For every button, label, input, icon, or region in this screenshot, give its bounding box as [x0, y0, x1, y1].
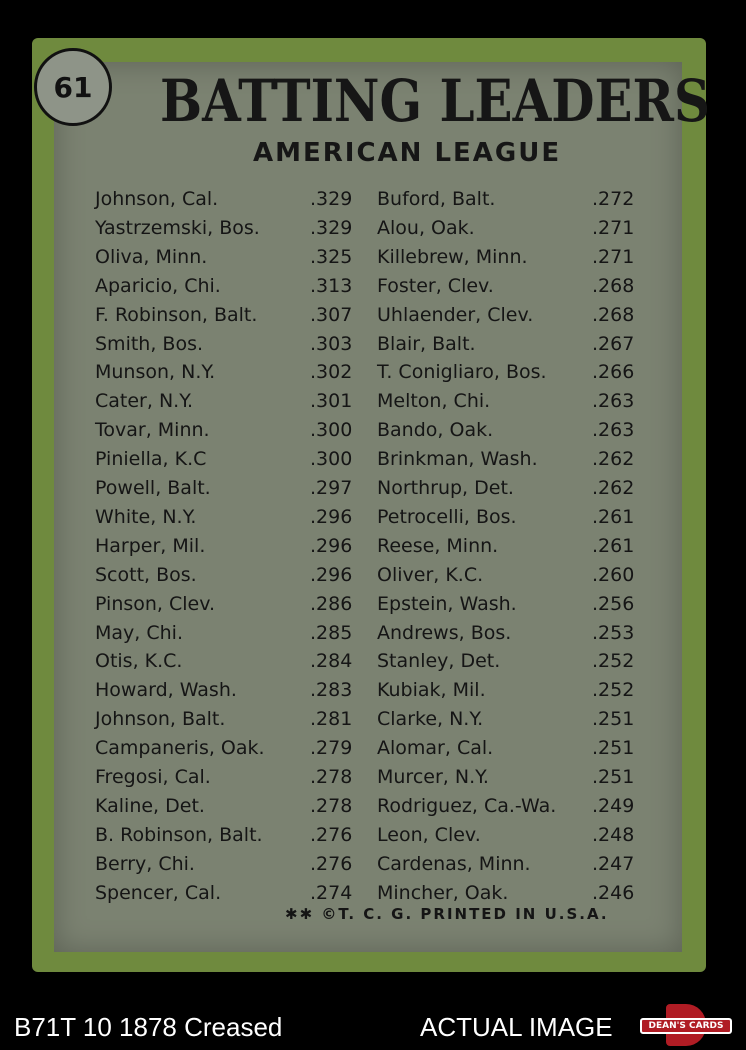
leader-row: [0, 217, 746, 245]
leader-row: [0, 853, 746, 881]
leader-average: .296: [310, 563, 353, 586]
leader-name: Murcer, N.Y.: [377, 766, 489, 788]
leader-name: Johnson, Cal.: [95, 188, 219, 210]
copyright-line: ✱✱ ©T. C. G. PRINTED IN U.S.A.: [285, 905, 609, 923]
leader-row: [0, 390, 746, 418]
leader-average: .307: [310, 303, 353, 326]
leader-name: Howard, Wash.: [95, 679, 237, 702]
leader-row: [0, 448, 746, 476]
leader-name: T. Conigliaro, Bos.: [377, 361, 547, 384]
leader-name: Fregosi, Cal.: [95, 766, 211, 788]
leader-row: [0, 824, 746, 852]
leader-average: .329: [310, 216, 353, 239]
leader-name: Cardenas, Minn.: [377, 852, 531, 875]
leader-average: .297: [310, 477, 353, 499]
leader-average: .302: [310, 361, 353, 384]
leader-row: [0, 304, 746, 332]
leader-name: Uhlaender, Clev.: [377, 303, 534, 326]
leader-average: .247: [592, 852, 635, 875]
leader-average: .253: [592, 621, 635, 644]
leader-name: Killebrew, Minn.: [377, 245, 528, 268]
leader-name: Leon, Clev.: [377, 823, 481, 846]
leader-row: [0, 535, 746, 563]
leader-average: .303: [310, 332, 353, 355]
leader-name: Kubiak, Mil.: [377, 679, 486, 702]
leader-average: .276: [310, 823, 353, 846]
leader-average: .251: [592, 708, 635, 731]
leader-name: Blair, Balt.: [377, 332, 476, 355]
leader-name: Otis, K.C.: [95, 650, 183, 673]
leader-name: Bando, Oak.: [377, 419, 494, 442]
leader-name: F. Robinson, Balt.: [95, 303, 258, 326]
leader-name: Reese, Minn.: [377, 534, 499, 557]
leader-average: .267: [592, 332, 635, 355]
leader-average: .296: [310, 505, 353, 528]
leader-row: [0, 708, 746, 736]
leader-row: [0, 737, 746, 765]
leader-average: .268: [592, 303, 635, 326]
leader-average: .252: [592, 650, 635, 673]
leader-average: .300: [310, 448, 353, 471]
leader-row: [0, 593, 746, 621]
leader-average: .261: [592, 505, 635, 528]
leader-average: .313: [310, 274, 353, 297]
leader-average: .263: [592, 419, 635, 442]
leader-average: .281: [310, 708, 353, 731]
leader-name: Northrup, Det.: [377, 477, 514, 499]
leader-average: .271: [592, 216, 635, 239]
leader-name: Epstein, Wash.: [377, 592, 517, 615]
leader-row: [0, 506, 746, 534]
leader-average: .278: [310, 766, 353, 788]
leader-name: Campaneris, Oak.: [95, 737, 265, 760]
leader-name: White, N.Y.: [95, 505, 197, 528]
leader-name: Brinkman, Wash.: [377, 448, 538, 471]
card-subtitle: AMERICAN LEAGUE: [253, 138, 562, 168]
leader-row: [0, 188, 746, 216]
leader-average: .276: [310, 852, 353, 875]
leader-name: Foster, Clev.: [377, 274, 494, 297]
leader-average: .268: [592, 274, 635, 297]
logo-text: DEAN'S CARDS: [640, 1018, 732, 1034]
leader-average: .246: [592, 881, 635, 904]
leader-average: .272: [592, 188, 635, 210]
leader-name: Pinson, Clev.: [95, 592, 216, 615]
leader-average: .283: [310, 679, 353, 702]
leader-name: Melton, Chi.: [377, 390, 491, 413]
leader-name: Cater, N.Y.: [95, 390, 193, 413]
leader-row: [0, 766, 746, 794]
leader-average: .279: [310, 737, 353, 760]
leader-name: Oliva, Minn.: [95, 245, 208, 268]
leader-average: .274: [310, 881, 353, 904]
leader-name: Stanley, Det.: [377, 650, 501, 673]
leader-name: Rodriguez, Ca.-Wa.: [377, 794, 557, 817]
leader-average: .285: [310, 621, 353, 644]
leader-name: Scott, Bos.: [95, 563, 197, 586]
card-title: BATTING LEADERS: [160, 67, 711, 135]
leader-row: [0, 333, 746, 361]
leader-average: .248: [592, 823, 635, 846]
leader-row: [0, 564, 746, 592]
actual-image-label: ACTUAL IMAGE: [420, 1012, 613, 1042]
leader-name: Aparicio, Chi.: [95, 274, 221, 297]
leader-average: .256: [592, 592, 635, 615]
leader-name: Harper, Mil.: [95, 534, 206, 557]
leader-row: [0, 622, 746, 650]
leader-name: Mincher, Oak.: [377, 881, 509, 904]
leader-name: Andrews, Bos.: [377, 621, 512, 644]
leader-name: Piniella, K.C: [95, 448, 207, 471]
deans-cards-logo: [640, 1004, 732, 1046]
leader-average: .251: [592, 737, 635, 760]
leader-average: .249: [592, 794, 635, 817]
listing-caption: B71T 10 1878 Creased: [14, 1012, 283, 1042]
leader-name: Tovar, Minn.: [95, 419, 210, 442]
leader-average: .266: [592, 361, 635, 384]
leader-name: B. Robinson, Balt.: [95, 823, 263, 846]
leader-row: [0, 795, 746, 823]
leader-average: .262: [592, 448, 635, 471]
leader-average: .286: [310, 592, 353, 615]
card-number-badge: 61: [34, 48, 112, 126]
leader-name: Buford, Balt.: [377, 188, 496, 210]
leader-row: [0, 275, 746, 303]
leader-name: Alou, Oak.: [377, 216, 475, 239]
leader-row: [0, 246, 746, 274]
leader-name: Clarke, N.Y.: [377, 708, 484, 731]
leader-name: Oliver, K.C.: [377, 563, 484, 586]
leader-average: .252: [592, 679, 635, 702]
leader-name: Smith, Bos.: [95, 332, 204, 355]
leader-row: [0, 477, 746, 505]
leader-average: .271: [592, 245, 635, 268]
leader-row: [0, 650, 746, 678]
leader-average: .263: [592, 390, 635, 413]
leader-average: .300: [310, 419, 353, 442]
leader-name: Yastrzemski, Bos.: [95, 216, 260, 239]
leader-name: May, Chi.: [95, 621, 183, 644]
leader-average: .329: [310, 188, 353, 210]
leader-name: Powell, Balt.: [95, 477, 211, 499]
leader-name: Kaline, Det.: [95, 794, 205, 817]
leader-average: .251: [592, 766, 635, 788]
leader-name: Berry, Chi.: [95, 852, 195, 875]
leader-average: .301: [310, 390, 353, 413]
leader-name: Spencer, Cal.: [95, 881, 222, 904]
leader-name: Alomar, Cal.: [377, 737, 494, 760]
leader-average: .262: [592, 477, 635, 499]
leader-row: [0, 419, 746, 447]
leader-name: Petrocelli, Bos.: [377, 505, 517, 528]
leader-average: .260: [592, 563, 635, 586]
leader-average: .278: [310, 794, 353, 817]
leader-name: Munson, N.Y.: [95, 361, 216, 384]
leader-row: [0, 361, 746, 389]
leader-average: .261: [592, 534, 635, 557]
leader-name: Johnson, Balt.: [95, 708, 226, 731]
leader-average: .296: [310, 534, 353, 557]
leader-average: .325: [310, 245, 353, 268]
leader-average: .284: [310, 650, 353, 673]
leader-row: [0, 679, 746, 707]
